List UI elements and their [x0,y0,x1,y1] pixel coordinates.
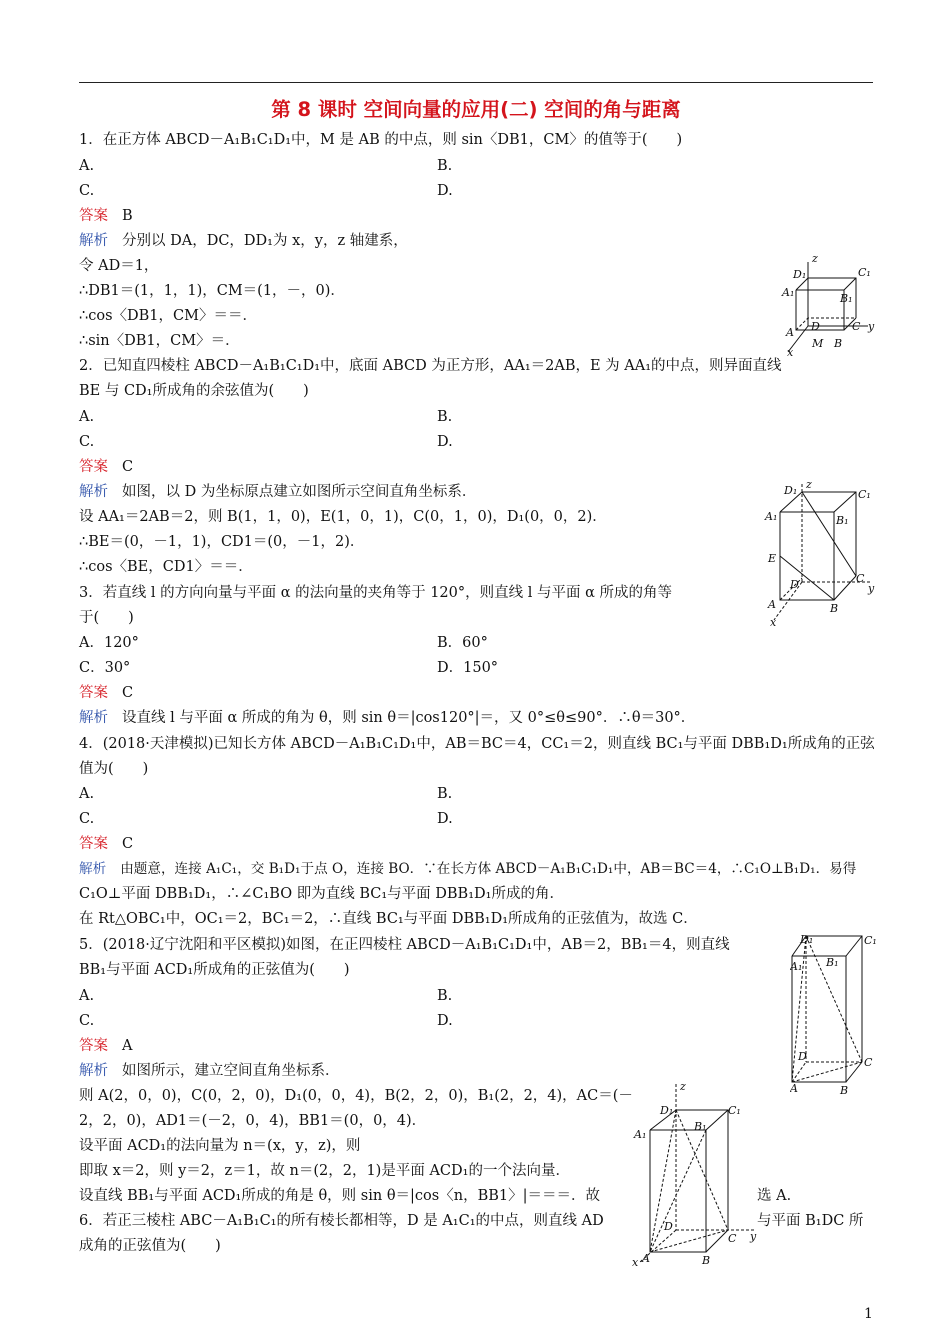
q3-answer-value: C [122,685,134,701]
q5-solution-5: 即取 x＝2，则 y＝2，z＝1，故 n＝(2，2，1)是平面 ACD₁的一个法向量． [79,1163,570,1179]
q5-solution-1 [79,1061,340,1081]
fig1-label: z [812,252,818,265]
q2-solution-3: ∴BE＝(0，－1，1)，CD1＝(0，－1，2)． [79,534,365,550]
q5-solution-2: 则 A(2，0，0)，C(0，2，0)，D₁(0，0，4)，B(2，2，0)，B₁(2，2，4)，AC＝(－ [79,1088,633,1104]
answer-label: 答案 [79,685,108,701]
q1-solution-1 [79,231,408,251]
q3-answer [79,683,133,703]
figure-square-prism-axes [628,1080,760,1268]
q2-option-d: D. [437,434,453,450]
q4-solution-3: 在 Rt△OBC₁中，OC₁＝2，BC₁＝2，∴直线 BC₁与平面 DBB₁D₁所成角的正弦值为，故选 C． [79,911,698,927]
figure-cube [778,252,878,360]
q5-option-a: A. [79,988,95,1004]
q4-answer-value: C [122,836,134,852]
fig4-label: A₁ [634,1128,647,1141]
figure-square-prism [790,930,886,1098]
q2-solution-1 [79,482,476,502]
q4-solution-text: 由题意，连接 A₁C₁，交 B₁D₁于点 O，连接 BO．∵在长方体 ABCD－A₁B₁C₁D₁中，AB＝BC＝4，∴C₁O⊥B₁D₁．易得 [120,861,857,877]
fig3-label: C₁ [864,934,877,947]
fig2-label: A₁ [765,510,778,523]
q2-solution-2: 设 AA₁＝2AB＝2，则 B(1，1，0)，E(1，0，1)，C(0，1，0)，D₁(0，0，2)． [79,509,607,525]
page-title: 第 8 课时 空间向量的应用(二) 空间的角与距离 [271,98,681,121]
q5-solution-6: 设直线 BB₁与平面 ACD₁所成的角是 θ，则 sin θ＝|cos〈n，BB1〉|＝＝＝．故 [79,1188,600,1204]
q2-solution-4: ∴cos〈BE，CD1〉＝＝． [79,559,253,575]
q2-solution-text: 如图，以 D 为坐标原点建立如图所示空间直角坐标系． [122,484,477,500]
figure-square-prism-labels [790,933,877,1097]
answer-label: 答案 [79,459,108,475]
q2-option-a: A. [79,409,95,425]
fig1-label: C₁ [858,266,871,279]
q3-option-b: B．60° [437,635,488,651]
q2-answer [79,457,133,477]
q2-stem-2: BE 与 CD₁所成角的余弦值为( ) [79,383,309,399]
q5-option-d: D. [437,1013,453,1029]
analysis-label: 解析 [79,233,108,249]
fig1-label: x [787,346,794,359]
fig2-label: D [790,578,799,591]
fig4-label: D₁ [660,1104,674,1117]
q6-stem-1: 6．若正三棱柱 ABC－A₁B₁C₁的所有棱长都相等，D 是 A₁C₁的中点，则直线 AD [79,1213,604,1229]
q5-stem-2: BB₁与平面 ACD₁所成角的正弦值为( ) [79,962,350,978]
fig4-label: z [680,1080,686,1093]
fig1-label: B₁ [840,292,853,305]
answer-label: 答案 [79,1038,108,1054]
fig3-label: A [790,1082,798,1095]
fig2-label: x [770,616,777,628]
q1-answer-value: B [122,208,133,224]
fig2-label: A [768,598,776,611]
fig1-label: M [812,337,824,350]
q6-stem-1b: 与平面 B₁DC 所 [757,1213,864,1229]
fig1-label: D [811,320,820,333]
fig2-label: B [830,602,839,615]
q3-solution-1 [79,708,695,728]
analysis-label: 解析 [79,484,108,500]
q4-option-c: C. [79,811,95,827]
q5-solution-4: 设平面 ACD₁的法向量为 n＝(x，y，z)，则 [79,1138,361,1154]
q6-stem-2: 成角的正弦值为( ) [79,1238,221,1254]
figure-prism-e [762,478,880,628]
q5-solution-6b: 选 A． [757,1188,802,1204]
q5-answer-value: A [122,1038,133,1054]
q4-option-b: B. [437,786,453,802]
q4-solution-1 [79,859,856,879]
fig3-label: D₁ [800,933,814,946]
q3-solution-text: 设直线 l 与平面 α 所成的角为 θ，则 sin θ＝|cos120°|＝，又 0°≤θ≤90°．∴θ＝30°． [122,710,696,726]
q1-option-d: D. [437,183,453,199]
fig3-label: B₁ [826,956,839,969]
fig3-label: A₁ [790,960,803,973]
analysis-label: 解析 [79,1063,108,1079]
figure-prism-e-labels [764,478,875,628]
fig2-label: C₁ [858,488,871,501]
analysis-label: 解析 [79,710,108,726]
answer-label: 答案 [79,208,108,224]
q1-option-b: B. [437,158,453,174]
fig2-label: E [768,552,777,565]
q1-option-c: C. [79,183,95,199]
fig1-label: D₁ [793,268,807,281]
q3-option-c: C．30° [79,660,131,676]
fig3-label: D [798,1050,807,1063]
fig4-label: x [632,1256,639,1268]
header-rule [79,82,873,83]
fig2-label: B₁ [836,514,849,527]
fig2-label: z [806,478,812,491]
q2-stem-1: 2．已知直四棱柱 ABCD－A₁B₁C₁D₁中，底面 ABCD 为正方形，AA₁＝2AB，E 为 AA₁的中点，则异面直线 [79,358,782,374]
fig2-label: D₁ [784,484,798,497]
q4-option-d: D. [437,811,453,827]
q1-answer [79,206,133,226]
fig2-label: C [856,572,865,585]
q1-solution-3: ∴DB1＝(1，1，1)，CM＝(1，－，0)． [79,283,345,299]
q3-stem-2: 于( ) [79,610,134,626]
fig4-label: y [750,1230,757,1243]
q1-stem: 1．在正方体 ABCD－A₁B₁C₁D₁中，M 是 AB 的中点，则 sin〈DB1，CM〉的值等于( ) [79,132,683,148]
fig1-label: A [786,326,794,339]
fig4-label: C₁ [728,1104,741,1117]
fig1-label: C [852,320,861,333]
q5-option-c: C. [79,1013,95,1029]
q1-solution-text: 分别以 DA，DC，DD₁为 x，y，z 轴建系， [122,233,408,249]
fig4-label: B [702,1254,711,1267]
fig1-label: A₁ [782,286,795,299]
fig4-label: C [728,1232,737,1245]
q1-solution-5: ∴sin〈DB1，CM〉＝． [79,333,240,349]
page-number: 1 [864,1306,873,1322]
fig4-label: D [664,1220,673,1233]
fig4-label: A [642,1252,650,1265]
q2-option-b: B. [437,409,453,425]
q5-answer [79,1036,132,1056]
q5-solution-3: 2，2，0)，AD1＝(－2，0，4)，BB1＝(0，0，4)． [79,1113,427,1129]
q5-stem-1: 5．(2018·辽宁沈阳和平区模拟)如图，在正四棱柱 ABCD－A₁B₁C₁D₁中，AB＝2，BB₁＝4，则直线 [79,937,730,953]
q4-option-a: A. [79,786,95,802]
fig3-label: C [864,1056,873,1069]
q3-option-a: A．120° [79,635,139,651]
q2-option-c: C. [79,434,95,450]
q5-option-b: B. [437,988,453,1004]
q4-stem-2: 值为( ) [79,761,149,777]
q5-solution-text: 如图所示，建立空间直角坐标系． [122,1063,340,1079]
q1-option-a: A. [79,158,95,174]
analysis-label: 解析 [79,861,107,877]
fig2-label: y [868,582,875,595]
q4-answer [79,834,133,854]
q1-solution-4: ∴cos〈DB1，CM〉＝＝． [79,308,257,324]
q1-solution-2: 令 AD＝1， [79,258,159,274]
q2-answer-value: C [122,459,134,475]
fig1-label: B [834,337,843,350]
fig3-label: B [840,1084,849,1097]
q4-stem-1: 4．(2018·天津模拟)已知长方体 ABCD－A₁B₁C₁D₁中，AB＝BC＝4，CC₁＝2，则直线 BC₁与平面 DBB₁D₁所成角的正弦 [79,736,875,752]
q3-option-d: D．150° [437,660,499,676]
q4-solution-2: C₁O⊥平面 DBB₁D₁，∴∠C₁BO 即为直线 BC₁与平面 DBB₁D₁所成的角． [79,886,564,902]
q3-stem-1: 3．若直线 l 的方向向量与平面 α 的法向量的夹角等于 120°，则直线 l 与平面 α 所成的角等 [79,585,672,601]
fig1-label: y [868,320,875,333]
fig4-label: B₁ [694,1120,707,1133]
answer-label: 答案 [79,836,108,852]
